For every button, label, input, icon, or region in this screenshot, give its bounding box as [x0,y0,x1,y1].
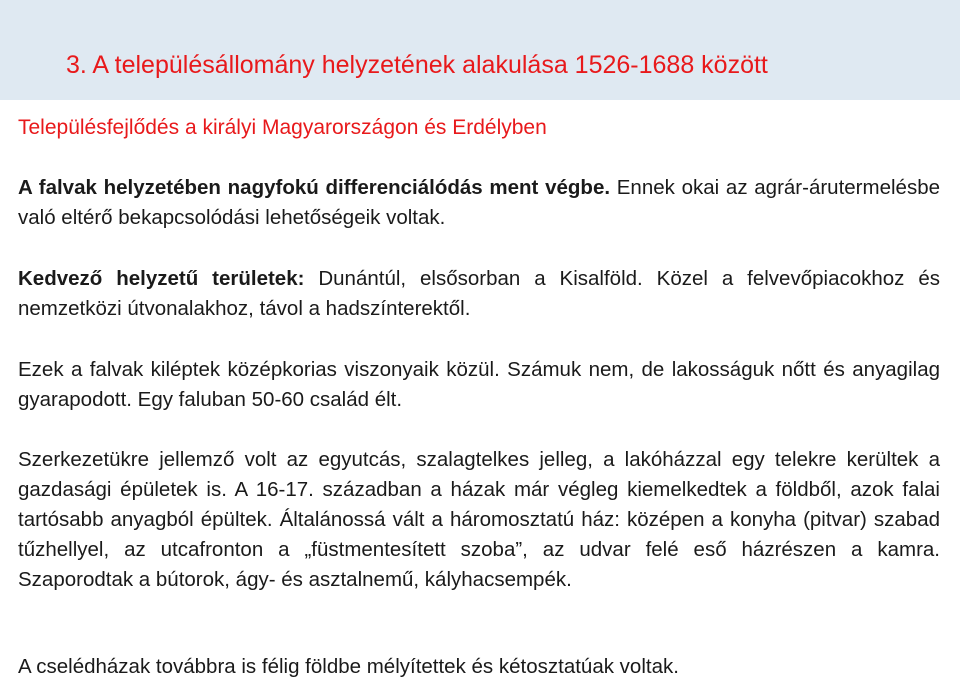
paragraph-lead-bold: Kedvező helyzetű területek: [18,267,305,290]
paragraph-village-growth [18,355,940,415]
slide-subtitle: Településfejlődés a királyi Magyarországon és Erdélyben [18,116,547,139]
paragraph-village-differentiation [18,173,940,233]
paragraph-village-structure [18,445,940,595]
slide-title: 3. A településállomány helyzetének alakulása 1526-1688 között [66,51,768,79]
paragraph-lead-bold: A falvak helyzetében nagyfokú differenciálódás ment végbe. [18,176,611,199]
paragraph-text: Ezek a falvak kiléptek középkorias viszonyaik közül. Számuk nem, de lakosságuk nőtt és anyagilag gyarapodott. Egy faluban 50-60 család élt. [18,358,940,411]
paragraph-text: Dunántúl, elsősorban a Kisalföld. Közel a felvevőpiacokhoz és nemzetközi útvonalakhoz, távol a hadszínterektől. [18,267,940,320]
paragraph-servant-houses [18,652,940,682]
paragraph-favorable-areas [18,264,940,324]
paragraph-text: Ennek okai az agrár-árutermelésbe való eltérő bekapcsolódási lehetőségeik voltak. [18,176,940,229]
paragraph-text: Szerkezetükre jellemző volt az egyutcás, szalagtelkes jelleg, a lakóházzal egy telekre kerültek a gazdasági épületek is. A 16-17. században a házak már végleg kiemelkedtek a földből, azok falai tartósabb anyagból épültek. Általánossá vált a háromosztatú ház: középen a konyha (pitvar) szabad tűzhellyel, az utcafronton a „füstmentesített szoba”, az udvar felé eső házrészen a kamra. Szaporodtak a bútorok, ágy- és asztalnemű, kályhacsempék. [18,448,940,591]
paragraph-text: A cselédházak továbbra is félig földbe mélyítettek és kétosztatúak voltak. [18,655,679,678]
